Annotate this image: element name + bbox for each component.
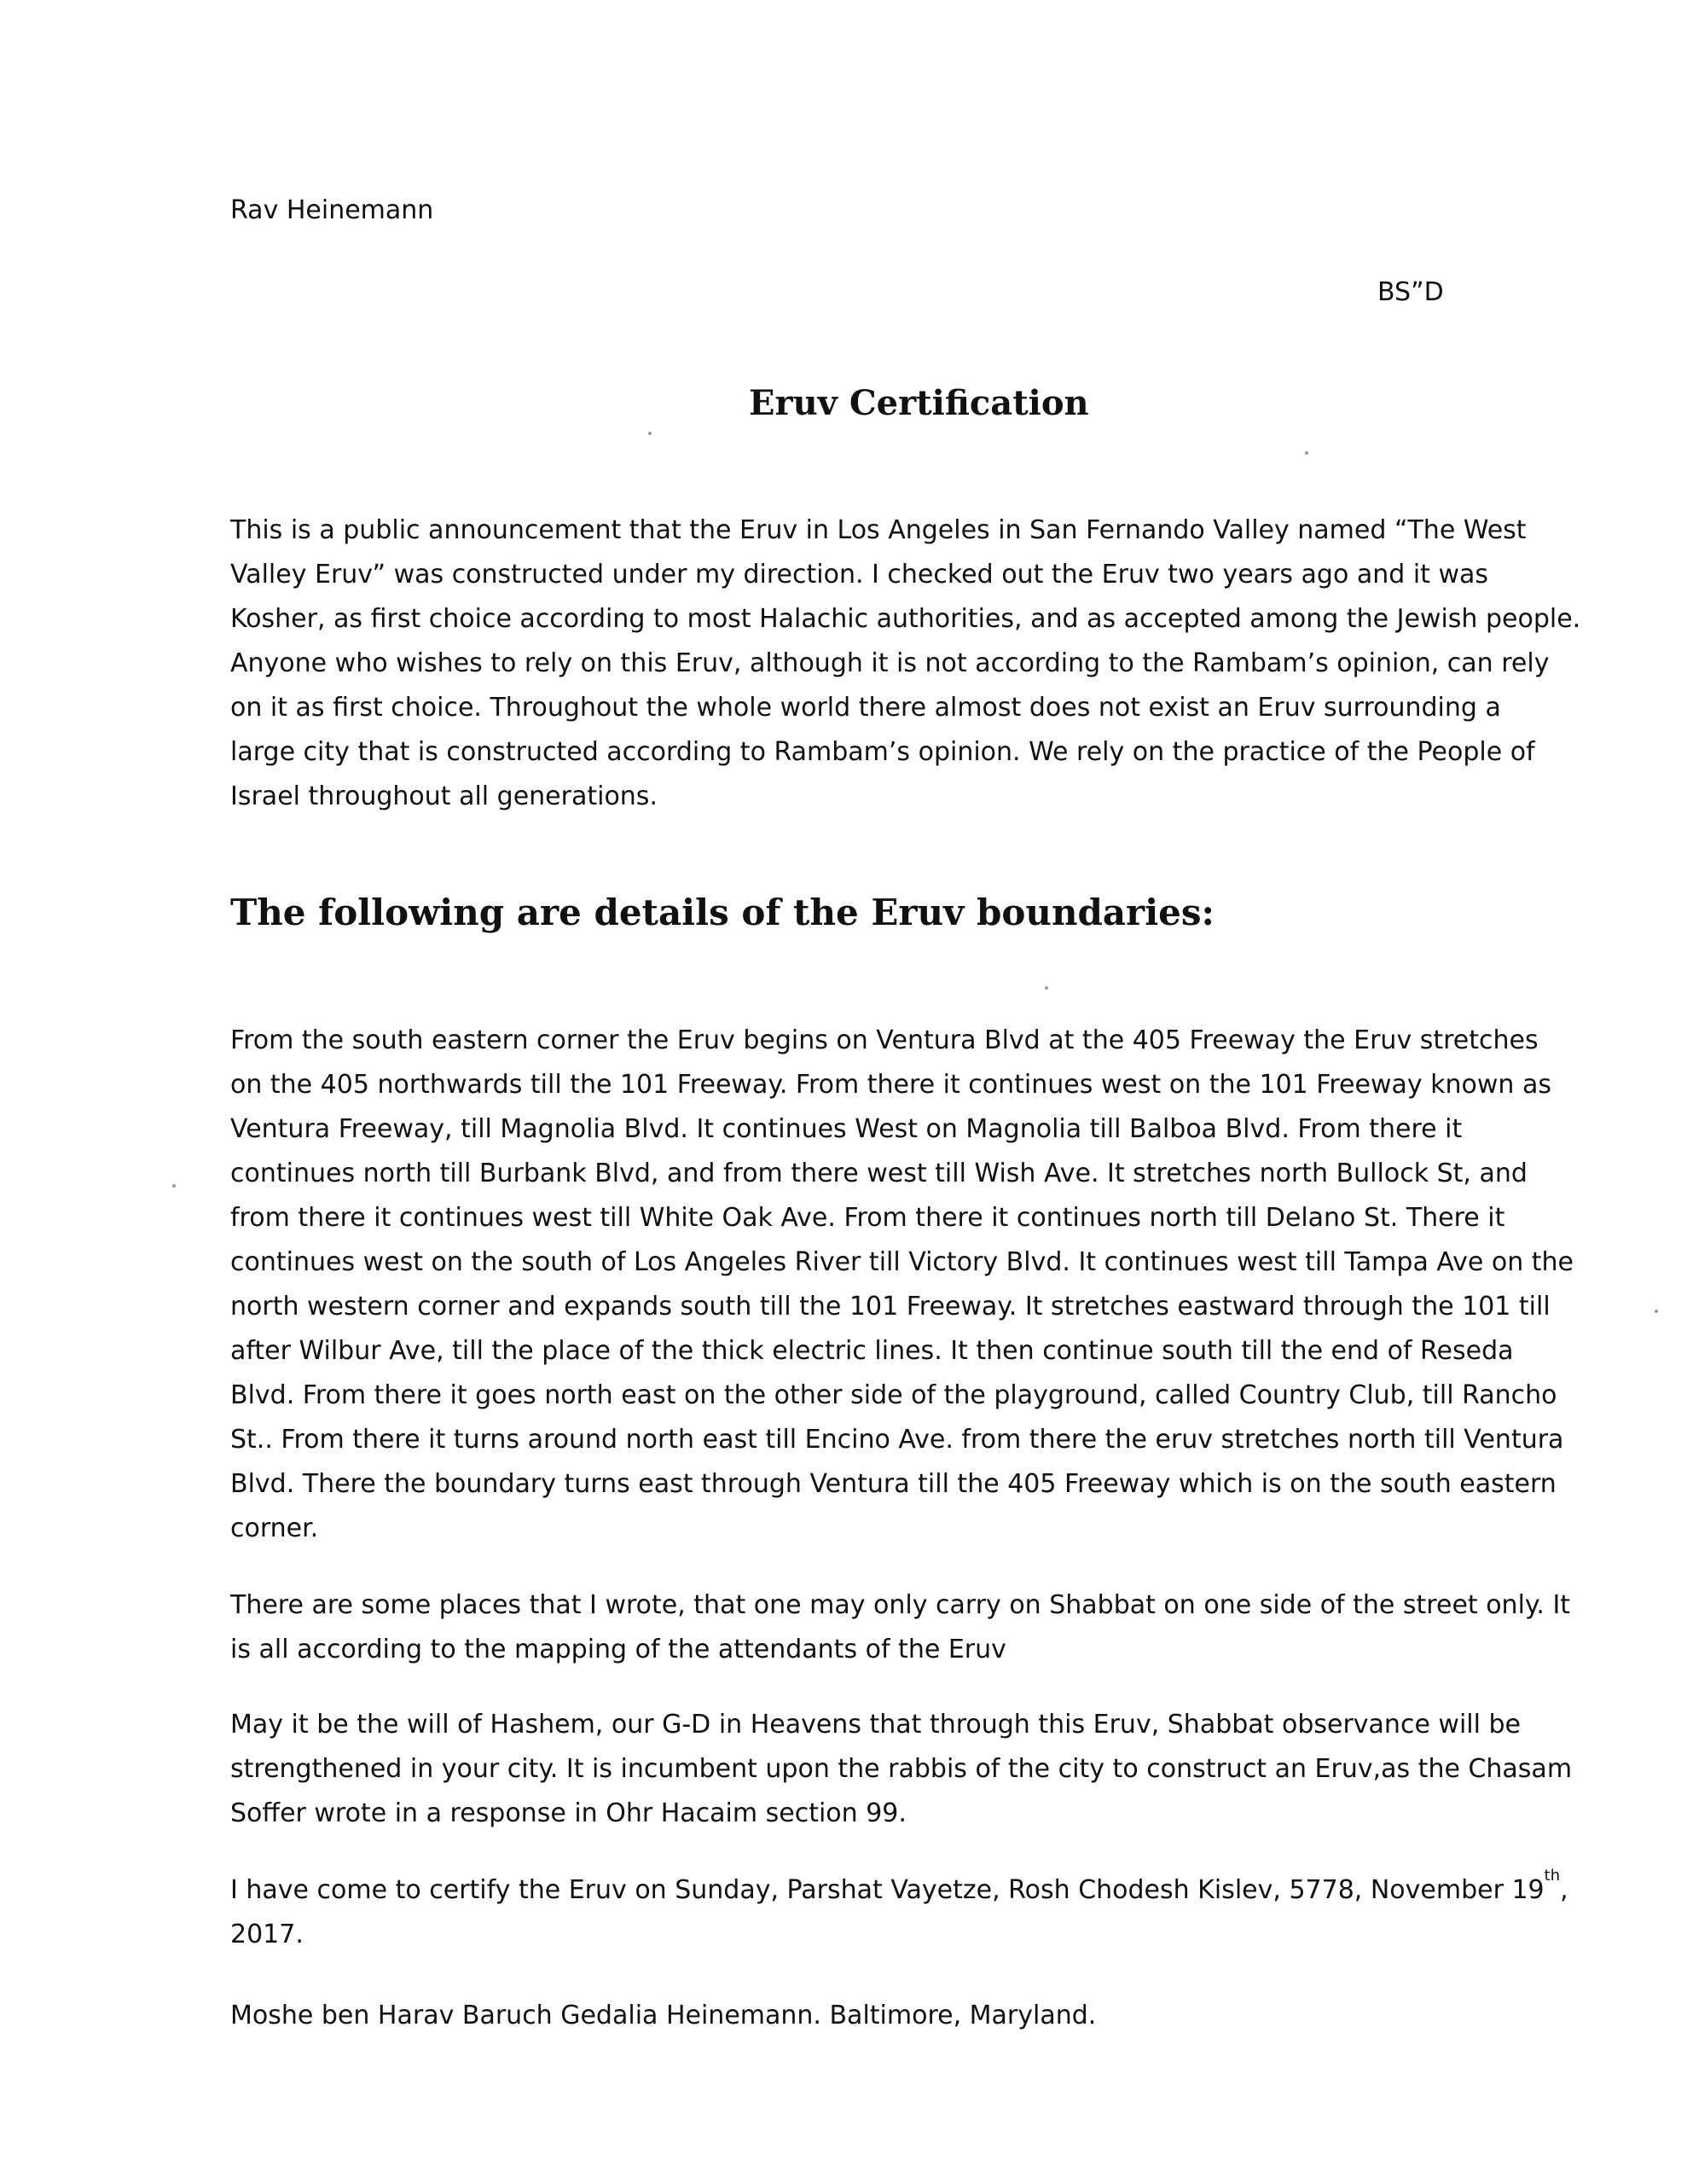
scan-speck	[172, 1184, 176, 1188]
scan-speck	[1655, 1310, 1658, 1313]
boundary-line: north western corner and expands south till the 101 Freeway. It stretches eastward through the 101 till	[230, 1292, 1551, 1321]
boundary-line: from there it continues west till White Oak Ave. From there it continues north till Delano St. There it	[230, 1203, 1505, 1233]
intro-line: Kosher, as first choice according to most Halachic authorities, and as accepted among the Jewish people.	[230, 604, 1581, 634]
intro-line: Israel throughout all generations.	[230, 781, 658, 811]
intro-paragraph	[230, 508, 1581, 819]
blessing-paragraph	[230, 1703, 1578, 1836]
boundary-line: Ventura Freeway, till Magnolia Blvd. It continues West on Magnolia till Balboa Blvd. From there it	[230, 1114, 1463, 1144]
scan-speck	[1045, 986, 1048, 990]
ordinal-suffix: th	[1544, 1867, 1561, 1885]
section-heading: The following are details of the Eruv boundaries:	[230, 892, 1215, 933]
boundary-line: on the 405 northwards till the 101 Freeway. From there it continues west on the 101 Freeway known as	[230, 1070, 1551, 1100]
boundary-line: From the south eastern corner the Eruv begins on Ventura Blvd at the 405 Freeway the Eruv stretches	[230, 1025, 1539, 1055]
scan-speck	[648, 432, 652, 435]
certify-year: 2017.	[230, 1920, 304, 1949]
boundary-line: corner.	[230, 1513, 319, 1543]
scan-speck	[1305, 451, 1308, 455]
intro-line: large city that is constructed according to Rambam’s opinion. We rely on the practice of the People of	[230, 737, 1535, 767]
certify-line	[230, 1868, 1578, 1913]
bsd-mark: BS”D	[1377, 277, 1444, 307]
boundary-line: after Wilbur Ave, till the place of the thick electric lines. It then continue south till the end of Reseda	[230, 1336, 1514, 1366]
boundary-line: Blvd. There the boundary turns east through Ventura till the 405 Freeway which is on the south eastern	[230, 1469, 1557, 1499]
certify-paragraph	[230, 1868, 1578, 1957]
carry-line: is all according to the mapping of the attendants of the Eruv	[230, 1635, 1006, 1664]
blessing-line: strengthened in your city. It is incumbent upon the rabbis of the city to construct an Eruv,as the Chasam	[230, 1754, 1573, 1784]
boundary-line: Blvd. From there it goes north east on the other side of the playground, called Country Club, till Rancho	[230, 1380, 1557, 1410]
carry-line: There are some places that I wrote, that one may only carry on Shabbat on one side of the street only. It	[230, 1590, 1571, 1620]
boundary-line: continues north till Burbank Blvd, and from there west till Wish Ave. It stretches north Bullock St, and	[230, 1159, 1528, 1188]
boundary-line: St.. From there it turns around north east till Encino Ave. from there the eruv stretches north till Ventura	[230, 1425, 1564, 1455]
blessing-line: Soffer wrote in a response in Ohr Hacaim section 99.	[230, 1798, 907, 1828]
signature-line: Moshe ben Harav Baruch Gedalia Heinemann. Baltimore, Maryland.	[230, 2001, 1097, 2030]
carry-paragraph	[230, 1583, 1578, 1672]
blessing-line: May it be the will of Hashem, our G-D in Heavens that through this Eruv, Shabbat observance will be	[230, 1710, 1522, 1740]
boundary-line: continues west on the south of Los Angeles River till Victory Blvd. It continues west till Tampa Ave on the	[230, 1247, 1574, 1277]
intro-line: Anyone who wishes to rely on this Eruv, although it is not according to the Rambam’s opinion, can rely	[230, 648, 1550, 678]
intro-line: on it as first choice. Throughout the whole world there almost does not exist an Eruv surrounding a	[230, 693, 1501, 723]
intro-line: Valley Eruv” was constructed under my direction. I checked out the Eruv two years ago and it was	[230, 560, 1489, 590]
intro-line: This is a public announcement that the Eruv in Los Angeles in San Fernando Valley named “The West	[230, 515, 1527, 545]
certify-text: I have come to certify the Eruv on Sunday, Parshat Vayetze, Rosh Chodesh Kislev, 5778, November 19	[230, 1875, 1545, 1905]
author-header: Rav Heinemann	[230, 195, 434, 225]
document-title: Eruv Certification	[749, 383, 1089, 423]
boundary-paragraph	[230, 1019, 1578, 1551]
certify-comma: ,	[1560, 1875, 1568, 1905]
